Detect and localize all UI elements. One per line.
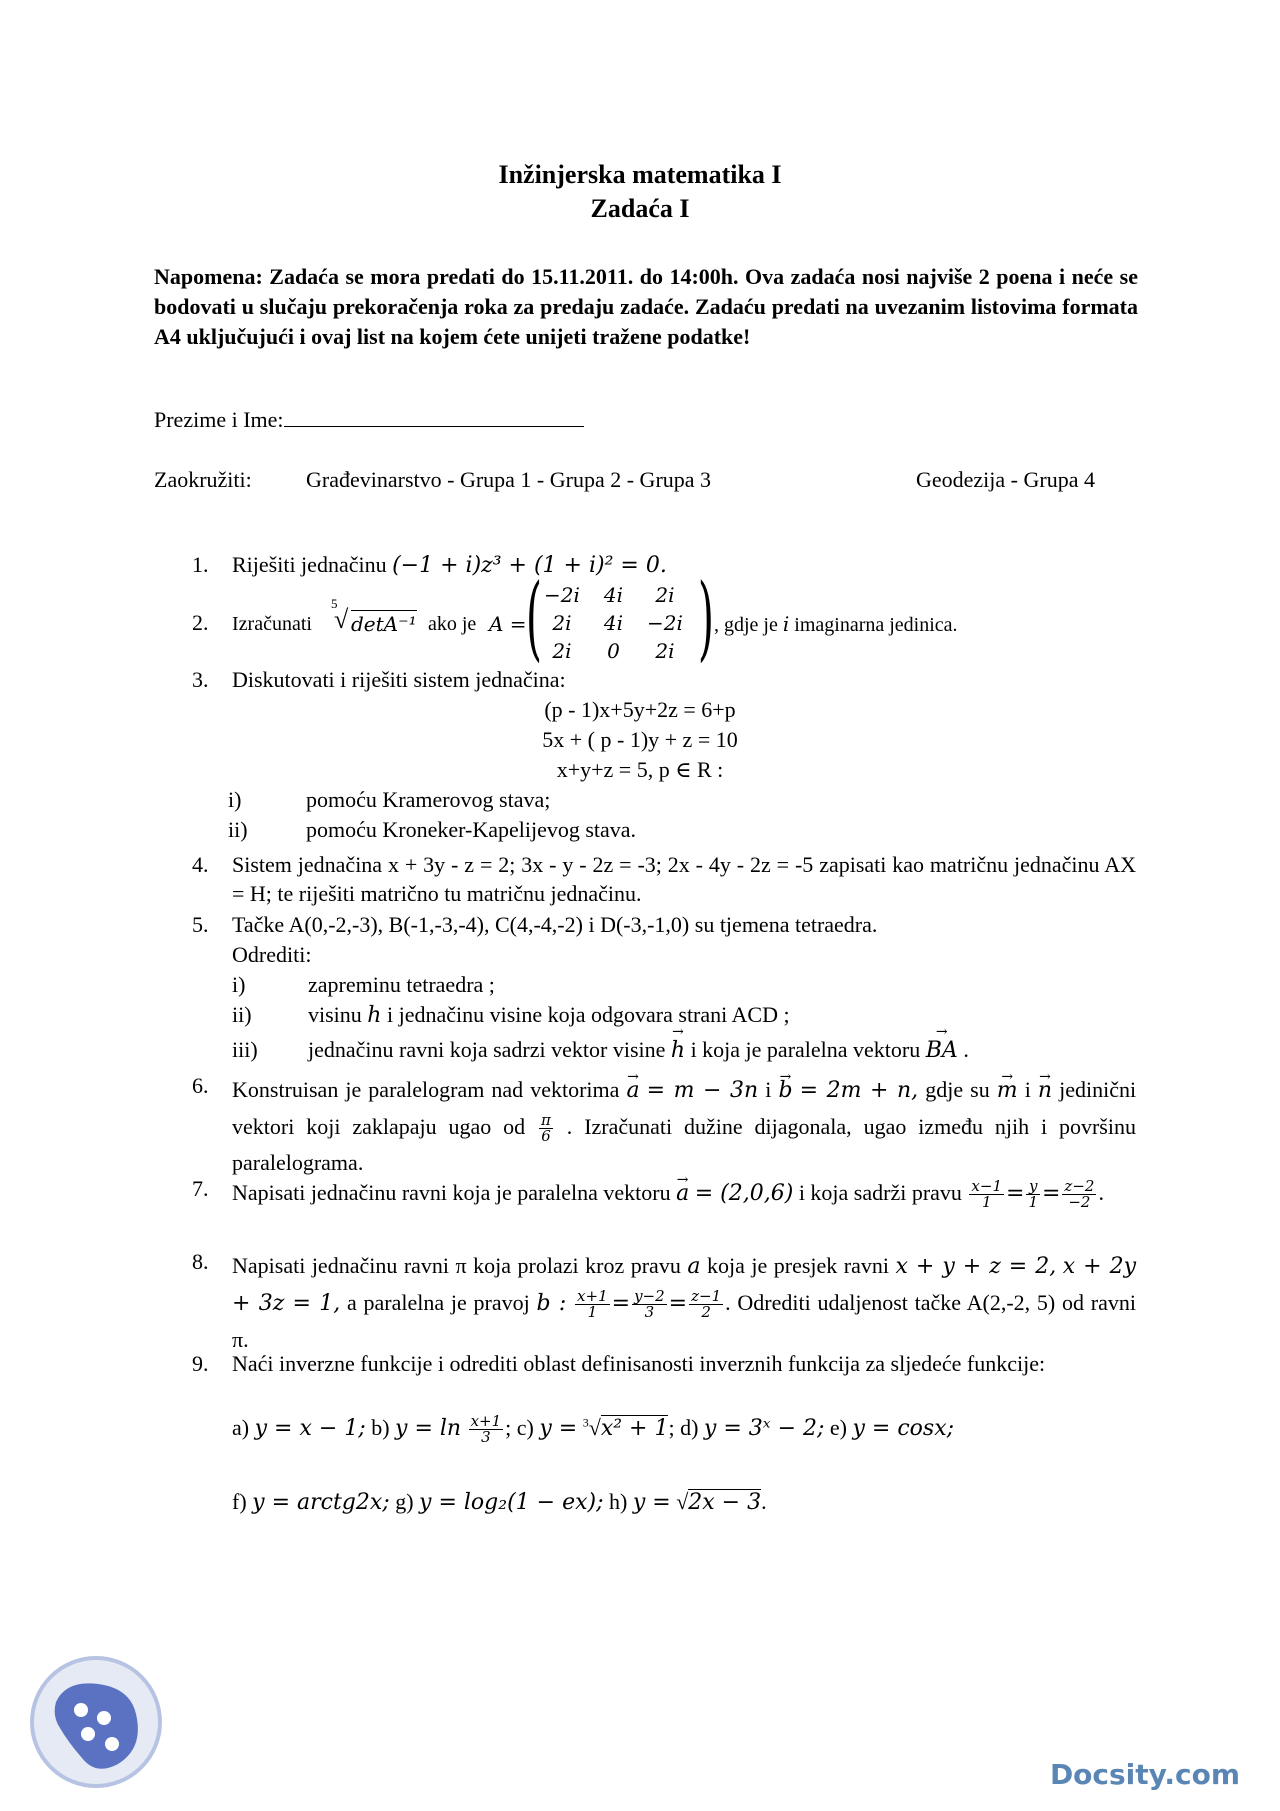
task-9-fb-fraction — [469, 1414, 504, 1445]
semicolon: ; — [505, 1415, 512, 1440]
task-6-eq-a: = m − 3n — [646, 1078, 759, 1103]
task-6-fraction — [539, 1113, 553, 1144]
task-5-h: h — [367, 1003, 382, 1028]
task-1 — [232, 551, 1136, 581]
equals-sign: = — [1041, 1181, 1061, 1206]
name-label: Prezime i Ime: — [154, 407, 284, 432]
task-2-A: A = — [489, 612, 527, 636]
frac-top: x−1 — [971, 1177, 1002, 1196]
task-2-text-d: imaginarna jedinica. — [794, 614, 958, 636]
matrix-cell: 2i — [655, 639, 675, 663]
groups-civil[interactable]: Građevinarstvo - Grupa 1 - Grupa 2 - Grupa 3 — [306, 467, 712, 492]
task-6-n: → n — [1038, 1073, 1052, 1109]
task-9-fc-index: 3 — [582, 1415, 589, 1430]
task-8-a: a — [687, 1254, 701, 1279]
name-field[interactable] — [154, 406, 584, 435]
task-5-text: Tačke A(0,-2,-3), B(-1,-3,-4), C(4,-4,-2) i D(-3,-1,0) su tjemena tetraedra. — [232, 912, 878, 937]
task-2-number: 2. — [192, 610, 209, 635]
matrix-cell: −2i — [647, 611, 683, 635]
task-7-text-b: i koja sadrži pravu — [798, 1180, 962, 1205]
matrix-cell: 2i — [655, 583, 675, 607]
task-9-row-2 — [232, 1488, 767, 1518]
frac-top: x+1 — [470, 1412, 502, 1431]
page-title: Inžinjerska matematika I — [498, 160, 782, 189]
task-9-e-label: e) — [829, 1415, 847, 1440]
task-9-fc-a: y = — [539, 1416, 578, 1441]
task-8-text-c: a paralelna je pravoj — [347, 1290, 530, 1315]
matrix-cell: 0 — [607, 639, 620, 663]
task-1-number: 1. — [192, 552, 209, 577]
task-3-eq3: x+y+z = 5, p ∈ R : — [556, 757, 724, 782]
matrix-cell: −2i — [544, 583, 580, 607]
task-4-text: Sistem jednačina x + 3y - z = 2; 3x - y - 2z = -3; 2x - 4y - 2z = -5 zapisati kao matričnu jednačinu AX = H; te riješiti matrično tu matričnu jednačinu. — [232, 852, 1136, 906]
task-8-text-a: Napisati jednačinu ravni π koja prolazi kroz pravu — [232, 1253, 681, 1278]
task-9-fc-root: x² + 1 — [600, 1416, 669, 1441]
task-3-ii-text: pomoću Kroneker-Kapelijevog stava. — [306, 817, 637, 842]
task-6-eq-b: = 2m + n, — [799, 1078, 919, 1103]
matrix-cell: 4i — [603, 583, 624, 607]
frac-top: z−2 — [1064, 1177, 1095, 1196]
task-9-ff: y = arctg2x; — [252, 1490, 390, 1515]
page-subtitle: Zadaća I — [590, 194, 690, 223]
task-8-text-d: . Odrediti udaljenost tačke — [725, 1290, 962, 1315]
matrix-cell: 4i — [603, 611, 624, 635]
task-5-number: 5. — [192, 912, 209, 937]
task-5-ii — [308, 1001, 790, 1031]
task-8-text-e: A(2,-2, 5) od ravni π. — [232, 1290, 1136, 1352]
matrix-cell: 2i — [552, 611, 572, 635]
task-5-ii-label: ii) — [232, 1002, 252, 1027]
task-5-iii-end: . — [963, 1037, 969, 1062]
task-6-and2: i — [1024, 1077, 1031, 1102]
task-7-text-a: Napisati jednačinu ravni koja je paralelna vektoru — [232, 1180, 671, 1205]
task-9-dot: . — [761, 1489, 767, 1514]
task-5-hvec: → h — [671, 1037, 685, 1066]
task-8-fraction-3 — [689, 1289, 723, 1320]
task-9-fe: y = cosx; — [852, 1416, 955, 1441]
task-9-row-1 — [232, 1414, 954, 1445]
task-6-pi: π — [541, 1111, 551, 1130]
task-4-number: 4. — [192, 852, 209, 877]
task-6-text-b: gdje su — [925, 1077, 990, 1102]
semicolon: ; — [668, 1415, 675, 1440]
task-3-eq2: 5x + ( p - 1)y + z = 10 — [542, 727, 738, 752]
task-9-fa: y = x − 1; — [254, 1416, 366, 1441]
task-1-text: Riješiti jednačinu — [232, 552, 387, 577]
task-6-b: → b — [778, 1073, 792, 1109]
frac-bottom: 1 — [981, 1193, 992, 1212]
task-6-and: i — [765, 1077, 772, 1102]
task-8-number: 8. — [192, 1249, 209, 1274]
task-5-i-text: zapreminu tetraedra ; — [308, 972, 495, 997]
task-9-fh-a: y = — [632, 1490, 671, 1515]
task-8-text-b: koja je presjek ravni — [706, 1253, 889, 1278]
frac-bottom: 1 — [587, 1303, 598, 1322]
task-2-det: detA⁻¹ — [351, 612, 417, 636]
task-2-i: i — [782, 612, 790, 636]
task-5-iii-text-b: i koja je paralelna vektoru — [690, 1037, 921, 1062]
frac-bottom: 1 — [1028, 1193, 1038, 1212]
task-5-i-label: i) — [232, 972, 246, 997]
equals-sign: = — [668, 1291, 688, 1316]
task-6-six: 6 — [541, 1127, 551, 1146]
task-5-iii-label: iii) — [232, 1037, 258, 1062]
task-3-i-label: i) — [228, 787, 242, 812]
task-9-f-label: f) — [232, 1489, 247, 1514]
equals-sign: = — [1006, 1181, 1025, 1206]
task-8 — [232, 1248, 1136, 1358]
frac-top: x+1 — [577, 1287, 608, 1306]
task-9-fd: y = 3ˣ − 2; — [703, 1416, 825, 1441]
task-8-plane1: x + y + z = 2, — [895, 1254, 1057, 1279]
task-3-i-text: pomoću Kramerovog stava; — [306, 787, 551, 812]
task-8-plane2: x + 2y + 3z = 1, — [232, 1254, 1137, 1316]
task-9-fg: y = log₂(1 − ex); — [419, 1490, 604, 1515]
task-6-m: → m — [997, 1073, 1018, 1109]
task-9-a-label: a) — [232, 1415, 250, 1440]
task-6-text-c: jedinični vektori koji zaklapaju ugao od — [232, 1077, 1137, 1139]
matrix-A — [532, 581, 695, 665]
task-7-fraction-2 — [1026, 1179, 1040, 1210]
task-9-fh-root: 2x − 3 — [688, 1490, 762, 1515]
task-8-fraction-1 — [575, 1289, 610, 1320]
task-3-number: 3. — [192, 667, 209, 692]
frac-top: z−1 — [691, 1287, 722, 1306]
task-6-text-a: Konstruisan je paralelogram nad vektorima — [232, 1077, 620, 1102]
frac-bottom: 3 — [481, 1428, 491, 1447]
task-3-ii-label: ii) — [228, 817, 248, 842]
task-1-equation: (−1 + i)z³ + (1 + i)² = 0. — [392, 553, 667, 578]
task-3-text: Diskutovati i riješiti sistem jednačina: — [232, 667, 566, 692]
task-5-text2: Odrediti: — [232, 942, 312, 967]
name-blank[interactable] — [284, 406, 584, 427]
equals-sign: = — [611, 1291, 631, 1316]
circle-label: Zaokružiti: — [154, 467, 252, 492]
task-5-ii-text-a: visinu — [308, 1002, 362, 1027]
frac-bottom: 2 — [701, 1303, 711, 1322]
root-icon: √ — [334, 605, 349, 634]
task-2-text-b: ako je — [428, 613, 477, 635]
frac-top: y−2 — [634, 1287, 665, 1306]
task-7-fraction-3 — [1062, 1179, 1096, 1210]
root-icon: √ — [676, 1489, 689, 1514]
task-5-ii-text-b: i jednačinu visine koja odgovara strani ACD ; — [386, 1002, 790, 1027]
task-9-h-label: h) — [609, 1489, 628, 1514]
task-8-fraction-2 — [632, 1289, 667, 1320]
task-9-number: 9. — [192, 1351, 209, 1376]
task-6-a: → a — [626, 1073, 639, 1109]
docsity-brand[interactable]: Docsity.com — [1049, 1758, 1240, 1791]
matrix-cell: 2i — [552, 639, 572, 663]
task-7-number: 7. — [192, 1176, 209, 1201]
task-2-text-a: Izračunati — [232, 613, 312, 635]
task-7-a: → a — [676, 1176, 689, 1212]
task-9-b-label: b) — [371, 1415, 390, 1440]
left-paren-icon: ( — [525, 564, 543, 671]
note-paragraph: Napomena: Zadaća se mora predati do 15.11.2011. do 14:00h. Ova zadaća nosi najviše 2 poena i neće se bodovati u slučaju prekoračenja roka za predaju zadaće. Zadaću predati na uvezanim listovima formata A4 uključujući i ovaj list na kojem ćete unijeti tražene podatke! — [154, 264, 1138, 349]
task-7-vec: = (2,0,6) — [694, 1181, 794, 1206]
right-paren-icon: ) — [697, 564, 715, 671]
task-8-b: b : — [536, 1291, 567, 1316]
frac-bottom: 3 — [644, 1303, 655, 1322]
task-2-tail — [714, 611, 958, 638]
task-9-g-label: g) — [395, 1489, 414, 1514]
task-9-c-label: c) — [516, 1415, 534, 1440]
task-5-iii-text-a: jednačinu ravni koja sadrzi vektor visine — [308, 1037, 666, 1062]
task-7-end: . — [1098, 1180, 1104, 1205]
root-icon: √ — [588, 1415, 601, 1440]
task-5-BA: → BA — [926, 1037, 958, 1066]
task-3-eq1: (p - 1)x+5y+2z = 6+p — [544, 697, 736, 722]
task-2-text-c: , gdje je — [714, 614, 778, 636]
frac-top: y — [1026, 1179, 1040, 1195]
task-7-fraction-1 — [969, 1179, 1004, 1210]
task-7 — [232, 1175, 1136, 1212]
task-9-text: Naći inverzne funkcije i odrediti oblast definisanosti inverznih funkcija za sljedeće funkcije: — [232, 1351, 1046, 1376]
task-2-root-index: 5 — [331, 596, 338, 611]
groups-geo[interactable]: Geodezija - Grupa 4 — [916, 467, 1095, 492]
docsity-logo-icon[interactable] — [26, 1652, 166, 1792]
task-9-fb: y = ln — [395, 1416, 462, 1441]
task-6-text-d: . Izračunati dužine dijagonala, ugao između njih i površinu paralelograma. — [232, 1114, 1136, 1175]
frac-bottom: −2 — [1068, 1193, 1091, 1212]
task-6-number: 6. — [192, 1073, 209, 1098]
task-9-d-label: d) — [680, 1415, 699, 1440]
